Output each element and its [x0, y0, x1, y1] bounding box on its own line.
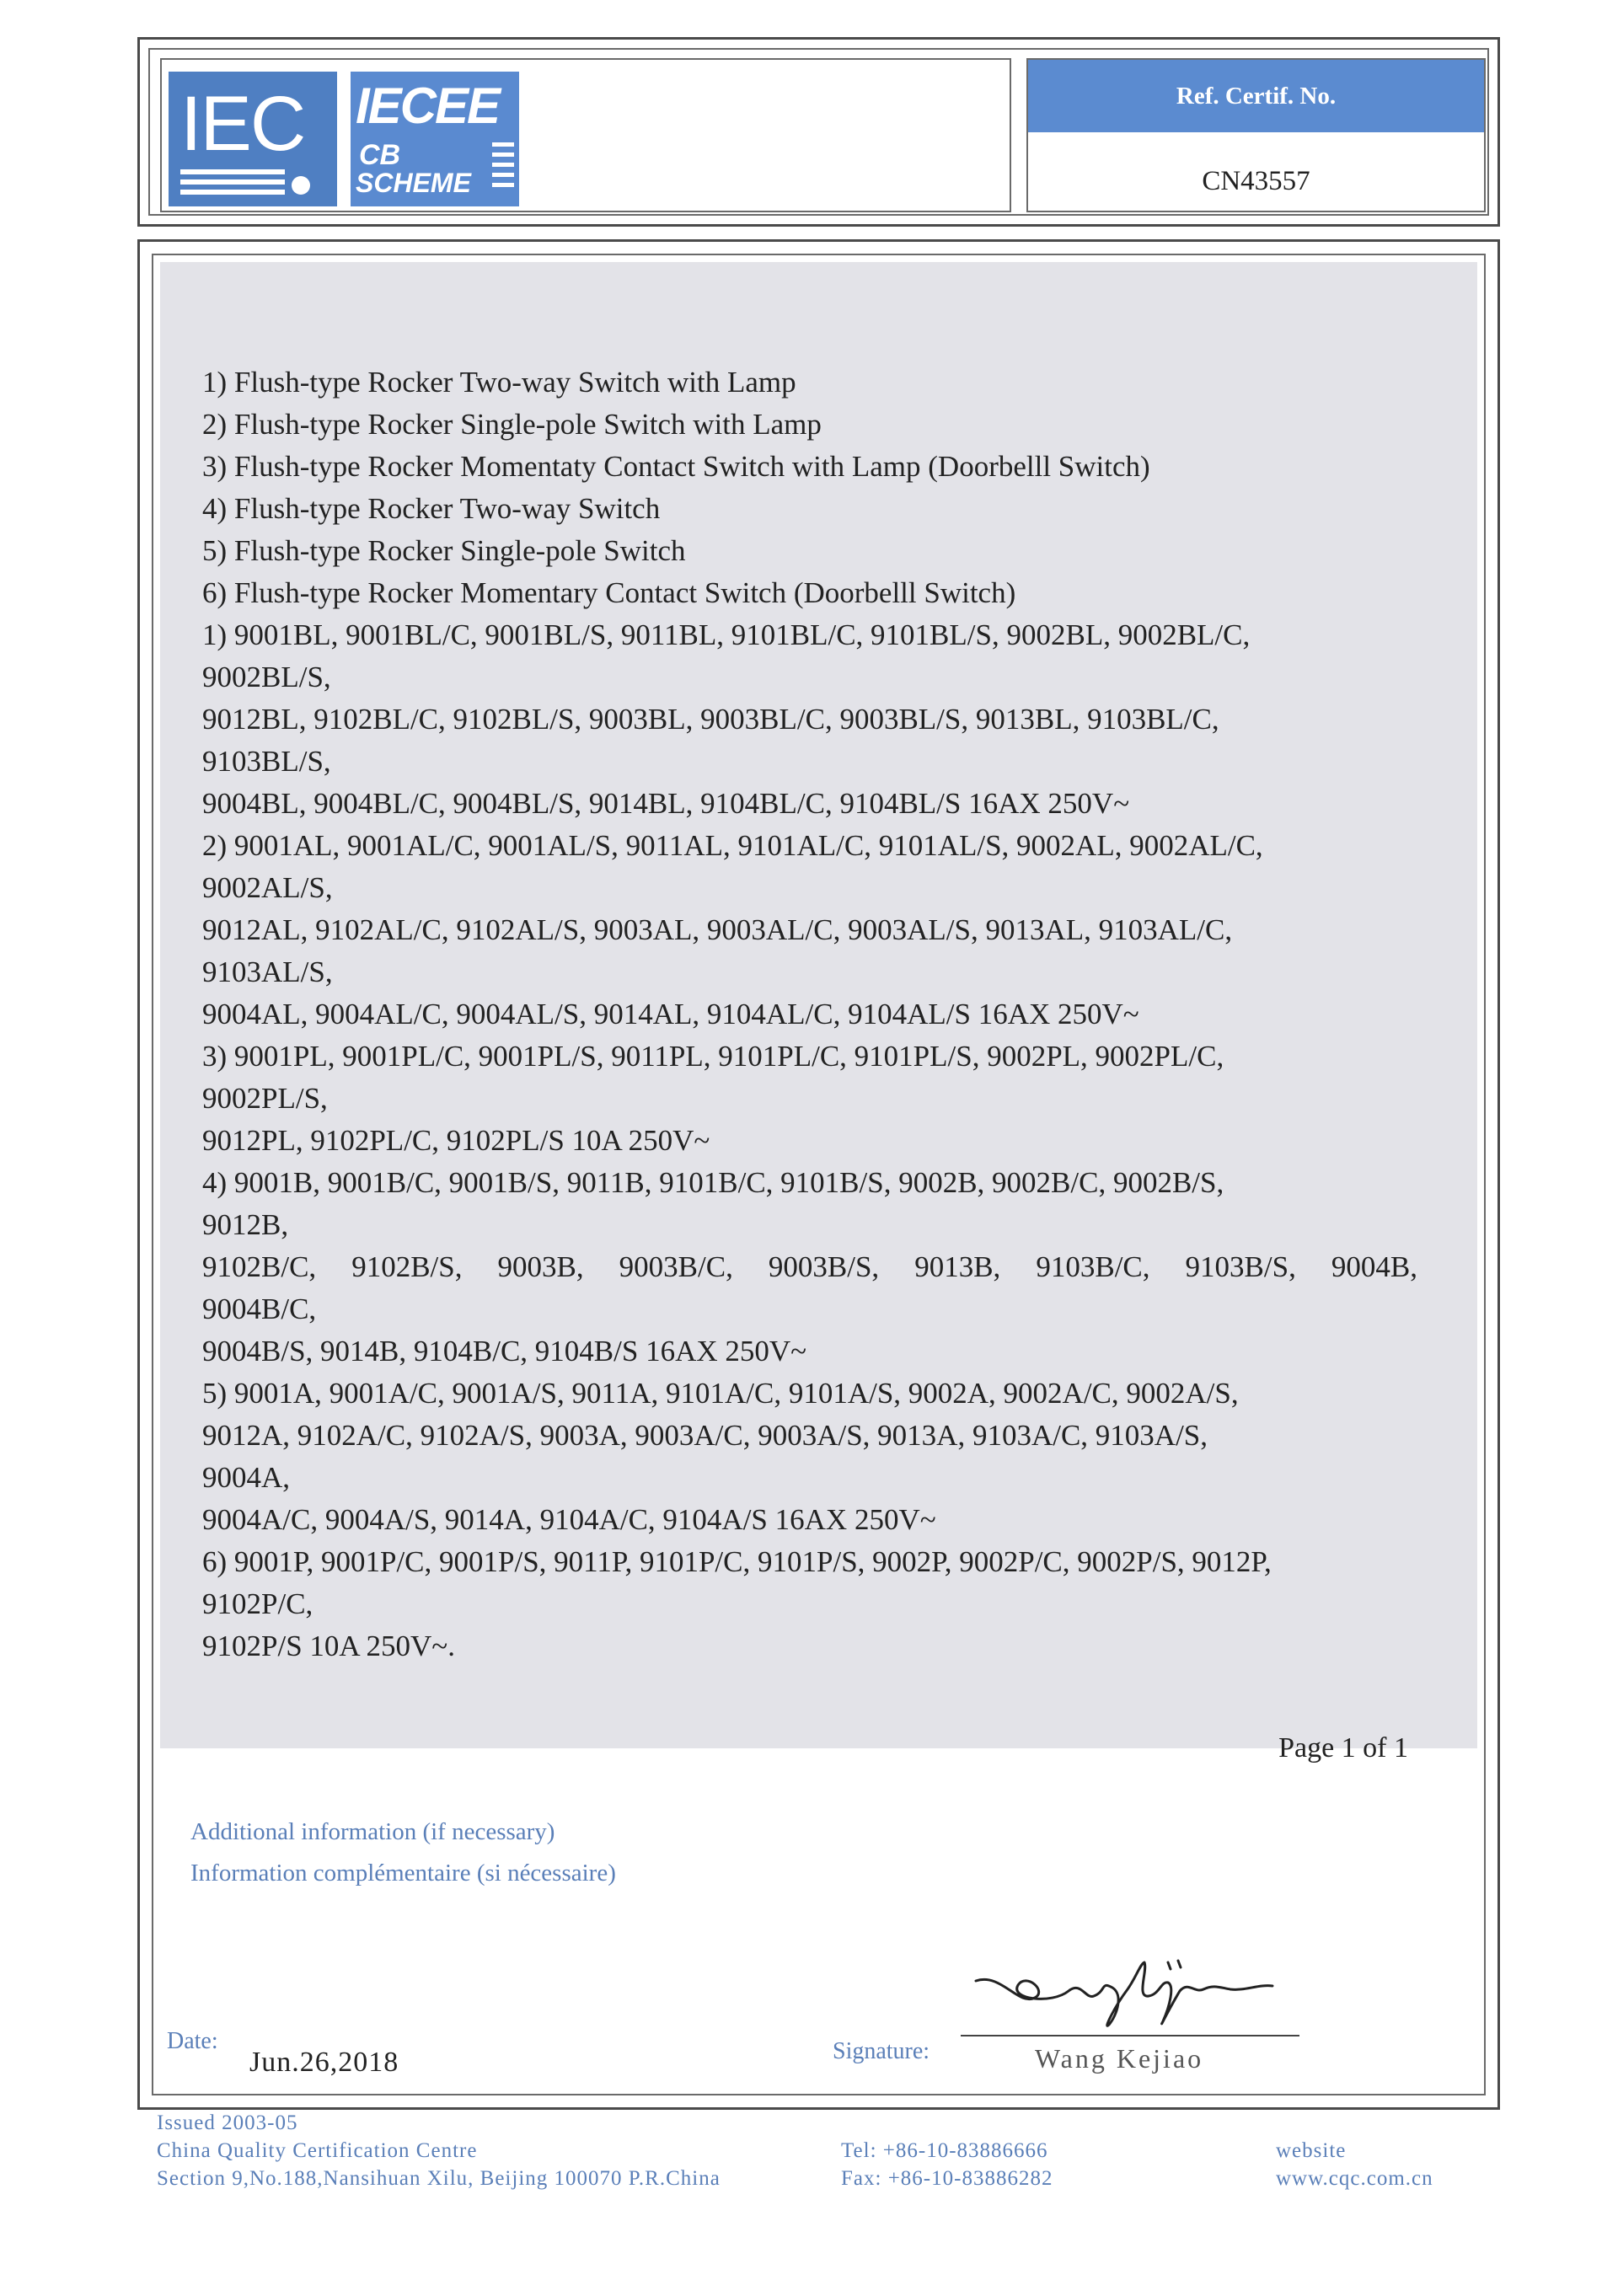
footer-tel: Tel: +86-10-83886666 — [841, 2139, 1048, 2162]
signature-line — [961, 2035, 1299, 2036]
product-line: 9012BL, 9102BL/C, 9102BL/S, 9003BL, 9003BL/C, 9003BL/S, 9013BL, 9103BL/C, — [202, 703, 1219, 736]
product-line: 9004AL, 9004AL/C, 9004AL/S, 9014AL, 9104AL/C, 9104AL/S 16AX 250V~ — [202, 998, 1139, 1030]
footer-left — [157, 2109, 721, 2192]
product-line: 9102P/C, — [202, 1587, 313, 1620]
product-line: 9012PL, 9102PL/C, 9102PL/S 10A 250V~ — [202, 1124, 710, 1157]
ref-certif-label: Ref. Certif. No. — [1028, 60, 1484, 132]
content-area — [160, 262, 1477, 1763]
additional-info-fr: Information complémentaire (si nécessaire) — [190, 1860, 616, 1887]
product-line: 2) 9001AL, 9001AL/C, 9001AL/S, 9011AL, 9101AL/C, 9101AL/S, 9002AL, 9002AL/C, — [202, 829, 1263, 862]
iecee-logo-bar — [492, 173, 514, 177]
header-inner-frame — [148, 48, 1489, 216]
iecee-logo-bar — [492, 142, 514, 147]
ref-certif-box — [1026, 58, 1486, 212]
product-line: 1) Flush-type Rocker Two-way Switch with Lamp — [202, 366, 796, 399]
product-line: 6) 9001P, 9001P/C, 9001P/S, 9011P, 9101P/C, 9101P/S, 9002P, 9002P/C, 9002P/S, 9012P, — [202, 1545, 1272, 1578]
product-line: 9002AL/S, — [202, 871, 333, 904]
product-line: 9002BL/S, — [202, 661, 331, 693]
product-line: 3) Flush-type Rocker Momentaty Contact Switch with Lamp (Doorbelll Switch) — [202, 450, 1150, 483]
footer-address: Section 9,No.188,Nansihuan Xilu, Beijing 100070 P.R.China — [157, 2167, 721, 2190]
main-frame — [137, 239, 1500, 2110]
product-line: 9103AL/S, — [202, 955, 333, 988]
iec-logo-bar — [180, 190, 285, 195]
footer-fax: Fax: +86-10-83886282 — [841, 2167, 1053, 2190]
product-line: 1) 9001BL, 9001BL/C, 9001BL/S, 9011BL, 9101BL/C, 9101BL/S, 9002BL, 9002BL/C, — [202, 618, 1251, 651]
ref-certif-number: CN43557 — [1202, 166, 1310, 196]
iecee-logo-bar — [492, 153, 514, 157]
footer-website-label: website — [1276, 2139, 1347, 2162]
product-line: 9004A, — [202, 1461, 291, 1494]
iec-logo-bar — [180, 179, 285, 185]
product-line: 2) Flush-type Rocker Single-pole Switch with Lamp — [202, 408, 822, 441]
iec-logo-dot — [292, 176, 310, 195]
iecee-logo-bar — [492, 163, 514, 167]
product-line: 9004A/C, 9004A/S, 9014A, 9104A/C, 9104A/S 16AX 250V~ — [202, 1503, 936, 1536]
logo-box — [160, 58, 1011, 212]
date-label: Date: — [167, 2028, 218, 2054]
product-line: 3) 9001PL, 9001PL/C, 9001PL/S, 9011PL, 9101PL/C, 9101PL/S, 9002PL, 9002PL/C, — [202, 1040, 1224, 1073]
product-line: 9102B/C, 9102B/S, 9003B, 9003B/C, 9003B/S, 9013B, 9103B/C, 9103B/S, 9004B, — [202, 1250, 1417, 1283]
iec-logo-bar — [180, 169, 285, 174]
product-line: 6) Flush-type Rocker Momentary Contact Switch (Doorbelll Switch) — [202, 576, 1016, 609]
iec-logo — [169, 72, 337, 206]
header-frame — [137, 37, 1500, 227]
iecee-logo — [351, 72, 519, 206]
footer-org: China Quality Certification Centre — [157, 2139, 478, 2162]
product-line: 5) Flush-type Rocker Single-pole Switch — [202, 534, 686, 567]
footer-website-url[interactable]: www.cqc.com.cn — [1276, 2167, 1433, 2190]
product-line: 9012A, 9102A/C, 9102A/S, 9003A, 9003A/C, 9003A/S, 9013A, 9103A/C, 9103A/S, — [202, 1419, 1208, 1452]
product-line: 9012B, — [202, 1208, 289, 1241]
iecee-logo-scheme: SCHEME — [356, 168, 471, 198]
product-line: 9004BL, 9004BL/C, 9004BL/S, 9014BL, 9104BL/C, 9104BL/S 16AX 250V~ — [202, 787, 1130, 820]
signatory-name: Wang Kejiao — [1035, 2043, 1204, 2074]
footer-website — [1276, 2137, 1433, 2192]
product-line: 4) Flush-type Rocker Two-way Switch — [202, 492, 661, 525]
iec-logo-text: IEC — [180, 81, 305, 167]
iecee-logo-bar — [492, 183, 514, 187]
product-line: 9012AL, 9102AL/C, 9102AL/S, 9003AL, 9003AL/C, 9003AL/S, 9013AL, 9103AL/C, — [202, 913, 1233, 946]
product-line: 9102P/S 10A 250V~. — [202, 1630, 455, 1662]
product-line: 4) 9001B, 9001B/C, 9001B/S, 9011B, 9101B/C, 9101B/S, 9002B, 9002B/C, 9002B/S, — [202, 1166, 1224, 1199]
page-number: Page 1 of 1 — [1278, 1732, 1408, 1763]
iecee-logo-cb: CB — [359, 139, 401, 171]
signature-label: Signature: — [833, 2038, 930, 2064]
iecee-logo-title: IECEE — [356, 78, 500, 134]
footer-issued: Issued 2003-05 — [157, 2111, 298, 2134]
date-value: Jun.26,2018 — [249, 2047, 399, 2078]
product-list — [202, 361, 1424, 1667]
additional-info-en: Additional information (if necessary) — [190, 1818, 555, 1845]
product-line: 9002PL/S, — [202, 1082, 328, 1115]
product-line: 9004B/S, 9014B, 9104B/C, 9104B/S 16AX 250V~ — [202, 1335, 807, 1367]
main-inner-frame — [152, 254, 1486, 2095]
product-line: 9004B/C, — [202, 1293, 317, 1325]
product-line: 9103BL/S, — [202, 745, 331, 778]
footer-contact — [841, 2137, 1053, 2192]
product-line: 5) 9001A, 9001A/C, 9001A/S, 9011A, 9101A/C, 9101A/S, 9002A, 9002A/C, 9002A/S, — [202, 1377, 1239, 1410]
signature-image — [967, 1947, 1288, 2031]
